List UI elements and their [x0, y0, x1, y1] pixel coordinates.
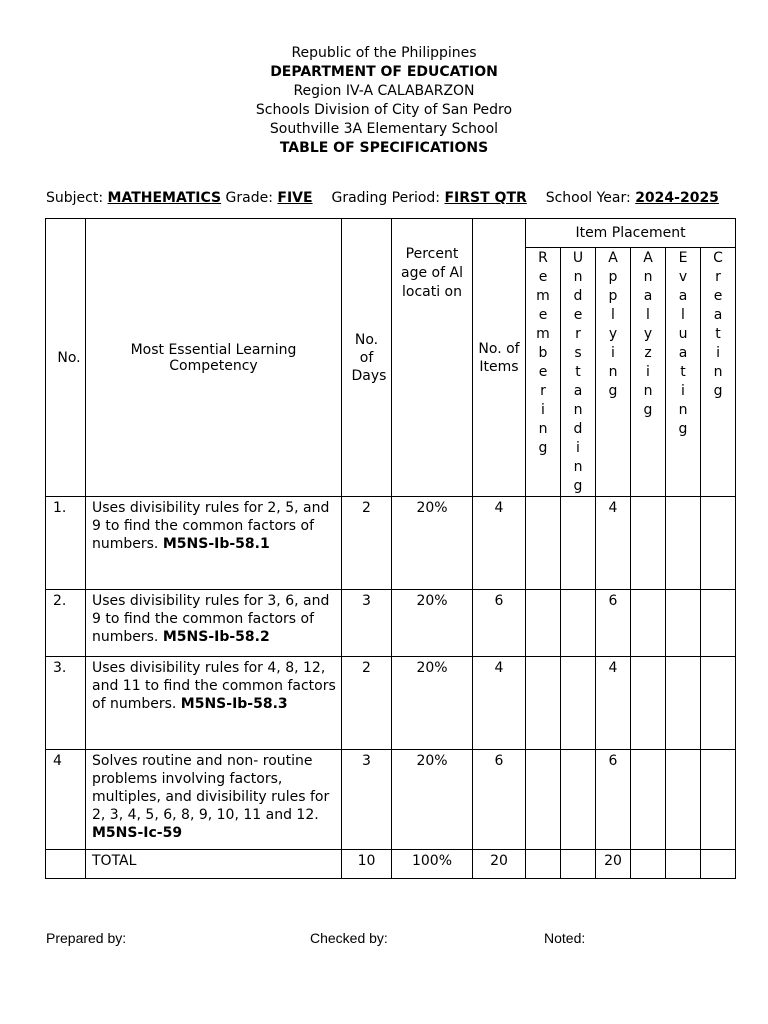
competency-text: Solves routine and non- routine problems involving factors, multiples, and divisibility rules for 2, 3, 4, 5, 6, 8, 9, 10, 11 and 12. — [92, 753, 330, 823]
percent-cell: 20% — [392, 657, 473, 750]
header-days — [342, 219, 392, 497]
placement-cell-creating — [701, 657, 736, 750]
grade-value: FIVE — [277, 190, 313, 206]
days-cell: 2 — [342, 497, 392, 590]
total-items: 20 — [473, 850, 526, 879]
header-school: Southville 3A Elementary School — [269, 121, 499, 137]
placement-cell-analyzing — [631, 657, 666, 750]
competency-cell — [86, 497, 342, 590]
placement-cell-analyzing — [631, 590, 666, 657]
header-no: No. — [46, 219, 86, 497]
competency-text: Uses divisibility rules for 3, 6, and 9 to find the common factors of numbers. — [92, 593, 330, 645]
days-cell: 3 — [342, 750, 392, 850]
header-days-text: No. of Days — [351, 331, 387, 384]
placement-cell-analyzing — [631, 497, 666, 590]
placement-cell-remembering — [526, 657, 561, 750]
placement-cell-remembering — [526, 497, 561, 590]
total-days: 10 — [342, 850, 392, 879]
placement-cell-applying: 4 — [596, 657, 631, 750]
days-cell: 3 — [342, 590, 392, 657]
row-number: 3. — [46, 657, 86, 750]
placement-cell-creating — [701, 497, 736, 590]
row-number: 4 — [46, 750, 86, 850]
document-header — [0, 44, 768, 158]
competency-code: M5NS-Ic-59 — [92, 825, 183, 841]
header-division: Schools Division of City of San Pedro — [255, 102, 513, 118]
header-percent — [392, 219, 473, 497]
grading-period-label: Grading Period: — [331, 190, 441, 206]
header-republic: Republic of the Philippines — [291, 45, 477, 61]
placement-cell-evaluating — [666, 590, 701, 657]
table-row — [46, 750, 736, 850]
total-placement-analyzing — [631, 850, 666, 879]
total-placement-applying: 20 — [596, 850, 631, 879]
placement-cell-analyzing — [631, 750, 666, 850]
subject-value: MATHEMATICS — [107, 190, 222, 206]
placement-cell-evaluating — [666, 750, 701, 850]
competency-text: Uses divisibility rules for 2, 5, and 9 to find the common factors of numbers. — [92, 500, 330, 552]
header-item-placement: Item Placement — [526, 219, 736, 248]
grading-period-value: FIRST QTR — [444, 190, 527, 206]
placement-cell-evaluating — [666, 497, 701, 590]
total-placement-remembering — [526, 850, 561, 879]
header-level-remembering: R e m e m b e r i n g — [526, 248, 561, 497]
placement-cell-understanding — [561, 657, 596, 750]
competency-code: M5NS-Ib-58.1 — [162, 536, 270, 552]
total-placement-creating — [701, 850, 736, 879]
header-region: Region IV-A CALABARZON — [293, 83, 475, 99]
placement-cell-remembering — [526, 590, 561, 657]
document-title: TABLE OF SPECIFICATIONS — [279, 140, 489, 156]
days-cell: 2 — [342, 657, 392, 750]
percent-cell: 20% — [392, 590, 473, 657]
placement-cell-applying: 6 — [596, 590, 631, 657]
percent-cell: 20% — [392, 497, 473, 590]
competency-text: Uses divisibility rules for 4, 8, 12, and 11 to find the common factors of numbers. — [92, 660, 336, 712]
row-number: 1. — [46, 497, 86, 590]
placement-cell-applying: 6 — [596, 750, 631, 850]
placement-cell-understanding — [561, 590, 596, 657]
header-level-creating: C r e a t i n g — [701, 248, 736, 497]
placement-cell-creating — [701, 590, 736, 657]
header-level-applying: A p p l y i n g — [596, 248, 631, 497]
competency-cell — [86, 590, 342, 657]
header-items-text: No. of Items — [478, 340, 520, 375]
header-items — [473, 219, 526, 497]
total-placement-understanding — [561, 850, 596, 879]
table-row — [46, 590, 736, 657]
row-number: 2. — [46, 590, 86, 657]
noted-label: Noted: — [544, 930, 586, 946]
competency-cell — [86, 657, 342, 750]
total-no-cell — [46, 850, 86, 879]
total-percent: 100% — [392, 850, 473, 879]
percent-cell: 20% — [392, 750, 473, 850]
total-label: TOTAL — [86, 850, 342, 879]
competency-cell — [86, 750, 342, 850]
subject-info-line — [46, 188, 746, 208]
placement-cell-applying: 4 — [596, 497, 631, 590]
items-cell: 4 — [473, 497, 526, 590]
total-placement-evaluating — [666, 850, 701, 879]
placement-cell-evaluating — [666, 657, 701, 750]
table-row — [46, 497, 736, 590]
school-year-value: 2024-2025 — [635, 190, 719, 206]
subject-label: Subject: — [46, 190, 104, 206]
header-percent-text: Percent age of Allocati on — [401, 246, 463, 300]
header-level-analyzing: A n a l y z i n g — [631, 248, 666, 497]
placement-cell-understanding — [561, 750, 596, 850]
header-level-understanding: U n d e r s t a n d i n g — [561, 248, 596, 497]
header-department: DEPARTMENT OF EDUCATION — [270, 64, 498, 80]
items-cell: 6 — [473, 750, 526, 850]
prepared-by-label: Prepared by: — [46, 930, 127, 946]
header-level-evaluating: E v a l u a t i n g — [666, 248, 701, 497]
competency-code: M5NS-Ib-58.3 — [180, 696, 288, 712]
header-competency: Most Essential Learning Competency — [86, 219, 342, 497]
table-row — [46, 657, 736, 750]
placement-cell-understanding — [561, 497, 596, 590]
items-cell: 6 — [473, 590, 526, 657]
school-year-label: School Year: — [545, 190, 631, 206]
total-row — [46, 850, 736, 879]
grade-label: Grade: — [225, 190, 273, 206]
placement-cell-creating — [701, 750, 736, 850]
competency-code: M5NS-Ib-58.2 — [162, 629, 270, 645]
items-cell: 4 — [473, 657, 526, 750]
table-of-specifications — [45, 218, 736, 879]
checked-by-label: Checked by: — [310, 930, 388, 946]
placement-cell-remembering — [526, 750, 561, 850]
